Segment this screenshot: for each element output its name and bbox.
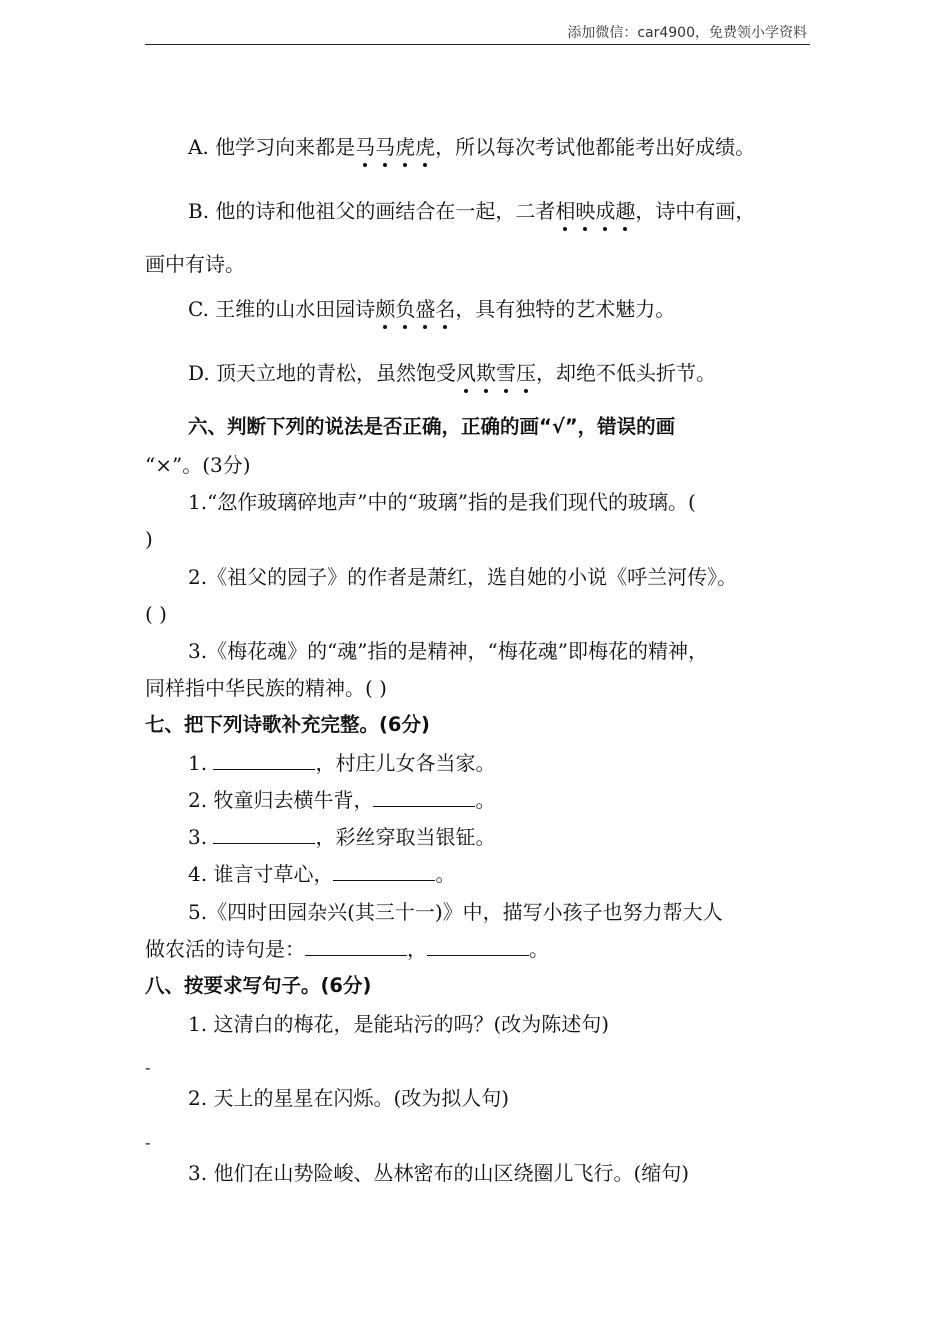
q8-item-1: 1. 这清白的梅花，是能玷污的吗？(改为陈述句)	[188, 1012, 610, 1036]
q6-item-2: 2.《祖父的园子》的作者是萧红，选自她的小说《呼兰河传》。	[188, 565, 738, 589]
option-b-cont: 画中有诗。	[145, 252, 245, 276]
q7-item-5-cont: 做农活的诗句是： ， 。	[145, 937, 549, 961]
q7-item-2: 2. 牧童归去横牛背， 。	[188, 788, 496, 812]
answer-blank[interactable]	[427, 935, 529, 956]
answer-line[interactable]: -	[145, 1133, 151, 1152]
answer-blank[interactable]	[333, 860, 435, 881]
answer-blank[interactable]	[213, 823, 315, 844]
q6-item-1: 1.“忽作玻璃碎地声”中的“玻璃”指的是我们现代的玻璃。(	[188, 490, 696, 514]
section-7-title: 七、把下列诗歌补充完整。(6分)	[145, 713, 430, 736]
option-a: A. 他学习向来都是马马虎虎，所以每次考试他都能考出好成绩。	[188, 135, 756, 159]
section-8-title: 八、按要求写句子。(6分)	[145, 974, 372, 997]
answer-blank[interactable]	[373, 786, 475, 807]
q6-item-3-cont: 同样指中华民族的精神。( )	[145, 676, 387, 700]
answer-blank[interactable]	[213, 749, 315, 770]
q6-item-1-cont: )	[145, 527, 153, 551]
section-6-title: 六、判断下列的说法是否正确，正确的画“√”，错误的画	[188, 415, 676, 438]
q6-item-3: 3.《梅花魂》的“魂”指的是精神，“梅花魂”即梅花的精神，	[188, 639, 708, 663]
answer-line[interactable]: -	[145, 1058, 151, 1077]
q8-item-3: 3. 他们在山势险峻、丛林密布的山区绕圈儿飞行。(缩句)	[188, 1161, 690, 1185]
q8-item-2: 2. 天上的星星在闪烁。(改为拟人句)	[188, 1086, 510, 1110]
option-c: C. 王维的山水田园诗颇负盛名，具有独特的艺术魅力。	[188, 297, 676, 321]
q7-item-4: 4. 谁言寸草心， 。	[188, 862, 456, 886]
q7-item-5: 5.《四时田园杂兴(其三十一)》中，描写小孩子也努力帮大人	[188, 900, 723, 924]
answer-blank[interactable]	[305, 935, 407, 956]
header-rule	[145, 44, 810, 45]
page-header: 添加微信：car4900，免费领小学资料	[567, 25, 807, 41]
q7-item-1: 1. ，村庄儿女各当家。	[188, 751, 496, 775]
option-d: D. 顶天立地的青松，虽然饱受风欺雪压，却绝不低头折节。	[188, 361, 717, 385]
section-6-title-cont: “×”。(3分)	[145, 453, 251, 477]
option-b: B. 他的诗和他祖父的画结合在一起，二者相映成趣，诗中有画，	[188, 199, 756, 223]
q7-item-3: 3. ，彩丝穿取当银钲。	[188, 825, 496, 849]
q6-item-2-cont: ( )	[145, 602, 167, 626]
